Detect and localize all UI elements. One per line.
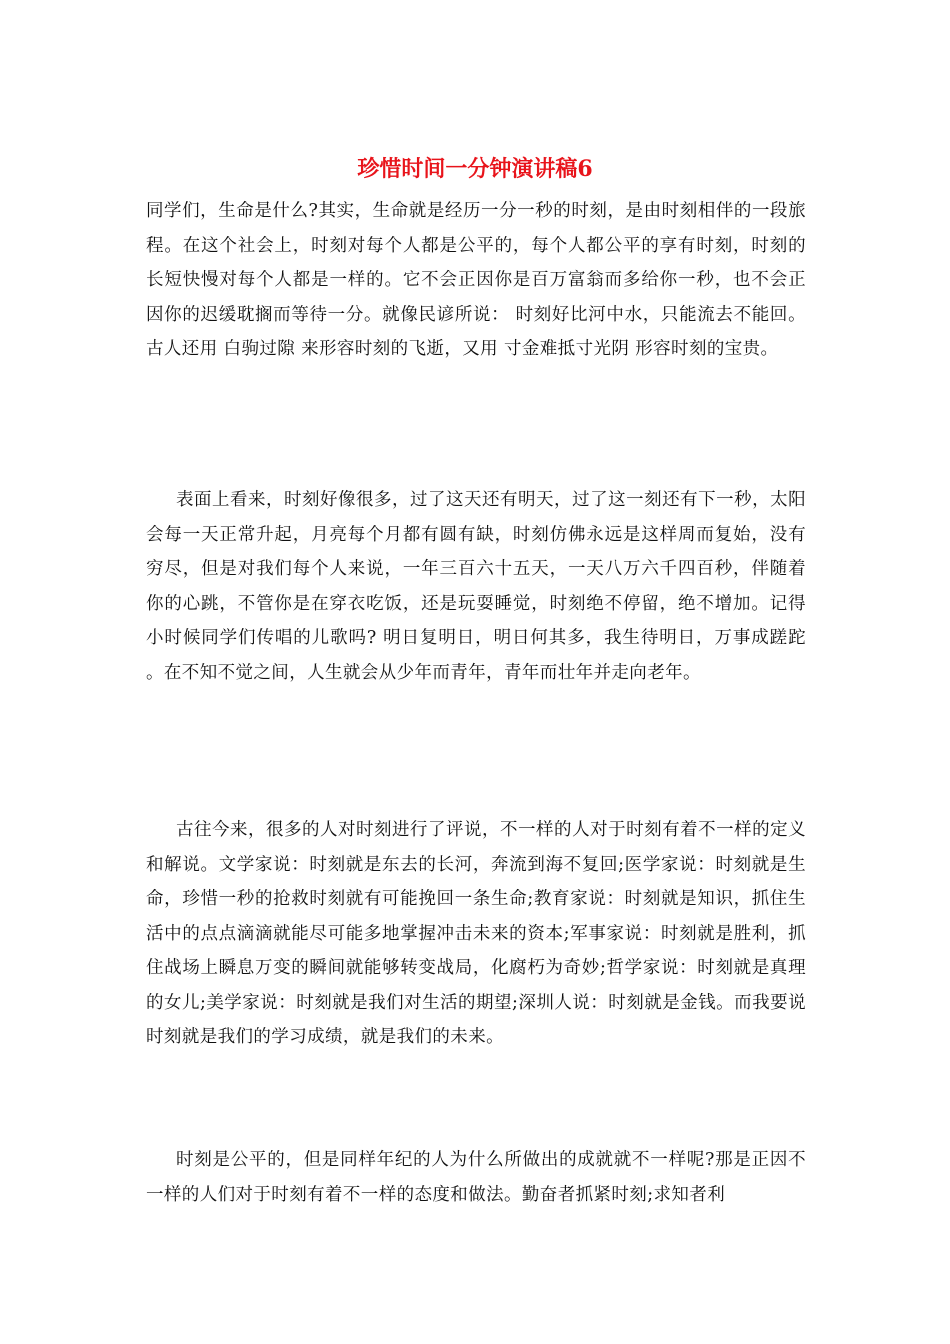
paragraph-4: 时刻是公平的，但是同样年纪的人为什么所做出的成就就不一样呢?那是正因不一样的人们对于时刻有着不一样的态度和做法。勤奋者抓紧时刻;求知者利 bbox=[146, 1150, 806, 1205]
paragraph-2: 表面上看来，时刻好像很多，过了这天还有明天，过了这一刻还有下一秒，太阳会每一天正常升起，月亮每个月都有圆有缺，时刻仿佛永远是这样周而复始，没有穷尽，但是对我们每个人来说，一年三百六十五天，一天八万六千四百秒，伴随着你的心跳，不管你是在穿衣吃饭，还是玩耍睡觉，时刻绝不停留，绝不增加。记得小时候同学们传唱的儿歌吗? 明日复明日，明日何其多，我生待明日，万事成蹉跎 。在不知不觉之间，人生就会从少年而青年，青年而壮年并走向老年。 bbox=[146, 490, 806, 683]
document-title: 珍惜时间一分钟演讲稿6 bbox=[357, 156, 593, 182]
paragraph-3: 古往今来，很多的人对时刻进行了评说，不一样的人对于时刻有着不一样的定义和解说。文学家说：时刻就是东去的长河，奔流到海不复回;医学家说：时刻就是生命，珍惜一秒的抢救时刻就有可能挽回一条生命;教育家说：时刻就是知识，抓住生活中的点点滴滴就能尽可能多地掌握冲击未来的资本;军事家说：时刻就是胜利，抓住战场上瞬息万变的瞬间就能够转变战局，化腐朽为奇妙;哲学家说：时刻就是真理的女儿;美学家说：时刻就是我们对生活的期望;深圳人说：时刻就是金钱。而我要说时刻就是我们的学习成绩，就是我们的未来。 bbox=[146, 820, 806, 1047]
paragraph-1: 同学们，生命是什么?其实，生命就是经历一分一秒的时刻，是由时刻相伴的一段旅程。在这个社会上，时刻对每个人都是公平的，每个人都公平的享有时刻，时刻的长短快慢对每个人都是一样的。它不会正因你是百万富翁而多给你一秒，也不会正因你的迟缓耽搁而等待一分。就像民谚所说： 时刻好比河中水，只能流去不能回。 古人还用 白驹过隙 来形容时刻的飞逝，又用 寸金难抵寸光阴 形容时刻的宝贵。 bbox=[146, 201, 806, 359]
